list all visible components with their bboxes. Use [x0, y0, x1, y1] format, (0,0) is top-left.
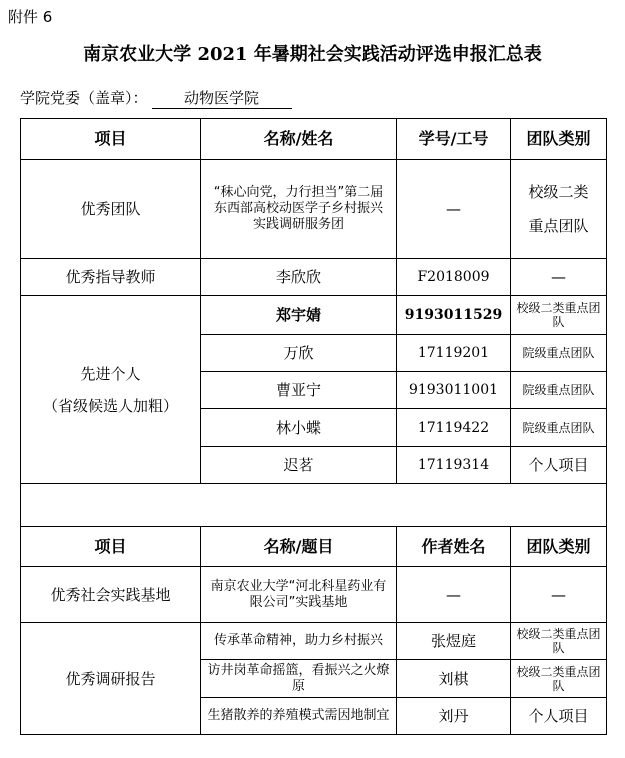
individual-category: [21, 296, 201, 484]
report-type: 校级二类重点团队: [511, 623, 607, 660]
individual-type: 院级重点团队: [511, 335, 607, 372]
individual-type: 个人项目: [511, 447, 607, 484]
individual-name: 迟茗: [201, 447, 397, 484]
table-header-row: [21, 527, 607, 567]
table-row: [21, 567, 607, 623]
individual-name: 郑宇婧: [201, 296, 397, 335]
report-title: 传承革命精神，助力乡村振兴: [201, 623, 397, 660]
document-title: 南京农业大学 2021 年暑期社会实践活动评选申报汇总表: [83, 44, 542, 65]
individual-type: 院级重点团队: [511, 409, 607, 447]
teacher-type: —: [511, 259, 607, 296]
teacher-category: 优秀指导教师: [21, 259, 201, 296]
teacher-name: 李欣欣: [201, 259, 397, 296]
individual-id: 17119422: [397, 409, 511, 447]
base-author: —: [397, 567, 511, 623]
individual-type: 校级二类重点团队: [511, 296, 607, 335]
team-id: —: [397, 160, 511, 259]
report-type: 校级二类重点团队: [511, 660, 607, 698]
team-type-line2: 重点团队: [528, 217, 589, 235]
table-row: [21, 259, 607, 296]
team-type-line1: 校级二类: [528, 183, 589, 201]
header-author: 作者姓名: [397, 527, 511, 567]
individual-name: 曹亚宁: [201, 372, 397, 409]
report-category: 优秀调研报告: [21, 623, 201, 735]
summary-table: [20, 118, 607, 735]
team-name: “秣心向党，力行担当”第二届东西部高校动医学子乡村振兴实践调研服务团: [201, 160, 397, 259]
table-row: [21, 296, 607, 335]
separator-row: [21, 484, 607, 527]
header-id: 学号/工号: [397, 119, 511, 160]
header-project: 项目: [21, 119, 201, 160]
base-type: —: [511, 567, 607, 623]
header-team-type: 团队类别: [511, 119, 607, 160]
attachment-label: 附件 6: [8, 8, 53, 26]
individual-type: 院级重点团队: [511, 372, 607, 409]
report-title: 访井岗革命摇篮，看振兴之火燎原: [201, 660, 397, 698]
individual-id: 17119314: [397, 447, 511, 484]
individual-id: 9193011001: [397, 372, 511, 409]
table-row: [21, 160, 607, 259]
report-title: 生猪散养的养殖模式需因地制宜: [201, 698, 397, 735]
separator-cell: [21, 484, 607, 527]
header-team-type: 团队类别: [511, 527, 607, 567]
table-header-row: [21, 119, 607, 160]
table-row: [21, 623, 607, 660]
individual-name: 林小蝶: [201, 409, 397, 447]
report-author: 刘棋: [397, 660, 511, 698]
header-title: 名称/题目: [201, 527, 397, 567]
team-type: [511, 160, 607, 259]
team-category: 优秀团队: [21, 160, 201, 259]
report-author: 刘丹: [397, 698, 511, 735]
individual-id: 9193011529: [397, 296, 511, 335]
college-unit-line: [20, 87, 292, 109]
individual-category-line2: （省级候选人加粗）: [42, 396, 178, 415]
header-project: 项目: [21, 527, 201, 567]
header-name: 名称/姓名: [201, 119, 397, 160]
report-author: 张煜庭: [397, 623, 511, 660]
individual-category-line1: 先进个人: [80, 364, 141, 383]
college-unit-label: 学院党委（盖章）：: [20, 89, 148, 107]
base-category: 优秀社会实践基地: [21, 567, 201, 623]
report-type: 个人项目: [511, 698, 607, 735]
base-name: 南京农业大学“河北科星药业有限公司”实践基地: [201, 567, 397, 623]
college-unit-value: 动物医学院: [152, 87, 292, 109]
teacher-id: F2018009: [397, 259, 511, 296]
individual-name: 万欣: [201, 335, 397, 372]
individual-id: 17119201: [397, 335, 511, 372]
